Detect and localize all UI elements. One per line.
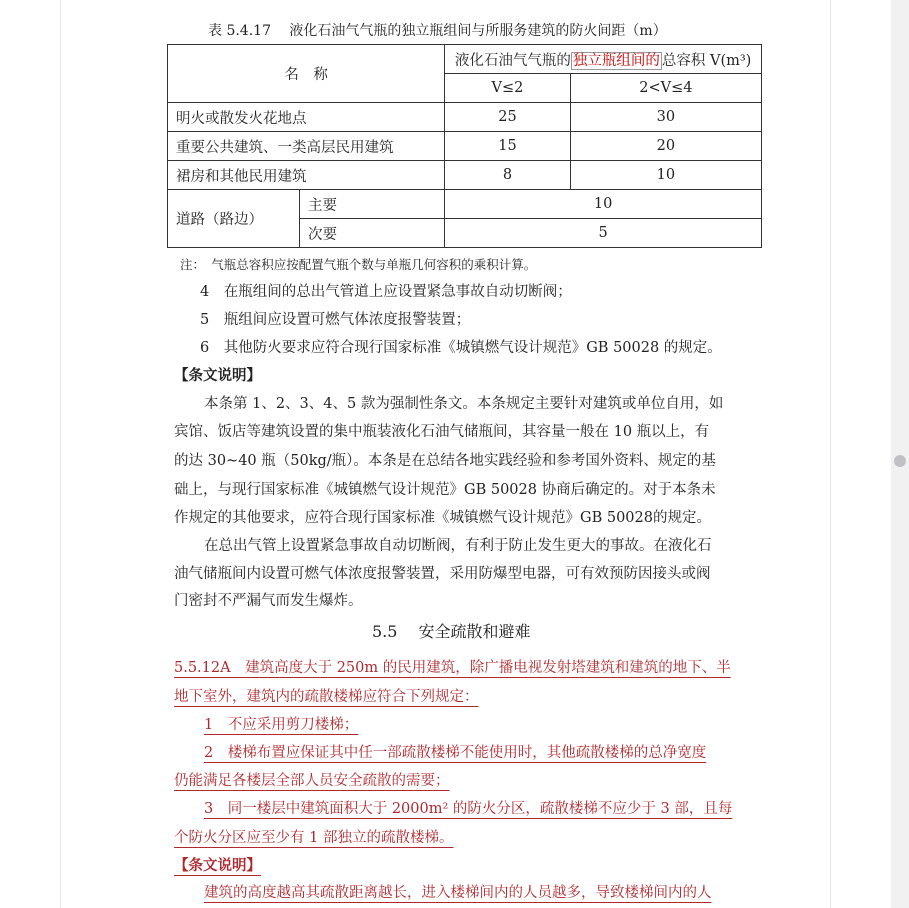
clause-item: 6 其他防火要求应符合现行国家标准《城镇燃气设计规范》GB 50028 的规定。 — [200, 340, 722, 356]
clause-item: 5 瓶组间应设置可燃气体浓度报警装置； — [200, 312, 471, 328]
clause-item: 4 在瓶组间的总出气管道上应设置紧急事故自动切断阀； — [200, 284, 572, 300]
table-row — [168, 132, 762, 161]
cell: 10 — [570, 161, 761, 190]
red-clause-line: 1 不应采用剪刀楼梯； — [204, 717, 359, 733]
table-row — [168, 190, 762, 219]
scrollbar-thumb[interactable] — [894, 455, 906, 467]
highlighted-text: 独立瓶组间的 — [572, 52, 660, 69]
explanation-line: 门密封不严漏气而发生爆炸。 — [174, 593, 363, 609]
red-clause-line: 地下室外，建筑内的疏散楼梯应符合下列规定： — [174, 689, 479, 705]
cell: 5 — [445, 219, 762, 248]
row-name: 裙房和其他民用建筑 — [168, 161, 445, 190]
row-subname: 次要 — [300, 219, 445, 248]
volume-header-post: 总容积 V(m³) — [661, 52, 752, 69]
explanation-line: 油气储瓶间内设置可燃气体浓度报警装置，采用防爆型电器，可有效预防因接头或阀 — [174, 566, 711, 582]
explanation-line: 础上，与现行国家标准《城镇燃气设计规范》GB 50028 协商后确定的。对于本条未 — [174, 482, 716, 498]
red-clause-line: 3 同一楼层中建筑面积大于 2000m² 的防火分区，疏散楼梯不应少于 3 部，且每 — [204, 801, 733, 817]
cell: 20 — [570, 132, 761, 161]
table-row — [168, 103, 762, 132]
table-caption: 表 5.4.17 液化石油气气瓶的独立瓶组间与所服务建筑的防火间距（m） — [208, 23, 667, 39]
explanation-line: 作规定的其他要求，应符合现行国家标准《城镇燃气设计规范》GB 50028的规定。 — [174, 510, 711, 526]
volume-header — [445, 45, 762, 74]
explanation-line: 的达 30~40 瓶（50kg/瓶）。本条是在总结各地实践经验和参考国外资料、规定的基 — [174, 453, 716, 469]
name-header: 名 称 — [168, 45, 445, 103]
col-header: V≤2 — [445, 74, 571, 103]
red-clause-line: 个防火分区应至少有 1 部独立的疏散楼梯。 — [174, 830, 454, 846]
fire-distance-table — [167, 44, 762, 248]
red-clause-line: 仍能满足各楼层全部人员安全疏散的需要； — [174, 773, 450, 789]
row-subname: 主要 — [300, 190, 445, 219]
explanation-line: 本条第 1、2、3、4、5 款为强制性条文。本条规定主要针对建筑或单位自用，如 — [204, 396, 724, 412]
cell: 15 — [445, 132, 571, 161]
table-row — [168, 161, 762, 190]
red-explanation-label: 【条文说明】 — [174, 857, 261, 874]
explanation-label: 【条文说明】 — [174, 367, 261, 384]
col-header: 2<V≤4 — [570, 74, 761, 103]
cell: 8 — [445, 161, 571, 190]
explanation-line: 宾馆、饭店等建筑设置的集中瓶装液化石油气储瓶间，其容量一般在 10 瓶以上，有 — [174, 424, 710, 440]
row-name: 道路（路边） — [168, 190, 300, 248]
cell: 25 — [445, 103, 571, 132]
explanation-line: 在总出气管上设置紧急事故自动切断阀，有利于防止发生更大的事故。在液化石 — [204, 538, 712, 554]
row-name: 重要公共建筑、一类高层民用建筑 — [168, 132, 445, 161]
scrollbar-track[interactable] — [891, 0, 909, 908]
red-clause-line: 2 楼梯布置应保证其中任一部疏散楼梯不能使用时，其他疏散楼梯的总净宽度 — [204, 745, 707, 761]
cell: 30 — [570, 103, 761, 132]
table-note: 注： 气瓶总容积应按配置气瓶个数与单瓶几何容积的乘积计算。 — [180, 257, 537, 272]
red-clause-line: 建筑的高度越高其疏散距离越长，进入楼梯间内的人员越多，导致楼梯间内的人 — [204, 885, 712, 901]
cell: 10 — [445, 190, 762, 219]
volume-header-pre: 液化石油气气瓶的 — [454, 52, 571, 69]
red-clause-line: 5.5.12A 建筑高度大于 250m 的民用建筑，除广播电视发射塔建筑和建筑的地下、半 — [174, 660, 731, 676]
section-heading: 5.5 安全疏散和避难 — [372, 622, 531, 641]
row-name: 明火或散发火花地点 — [168, 103, 445, 132]
